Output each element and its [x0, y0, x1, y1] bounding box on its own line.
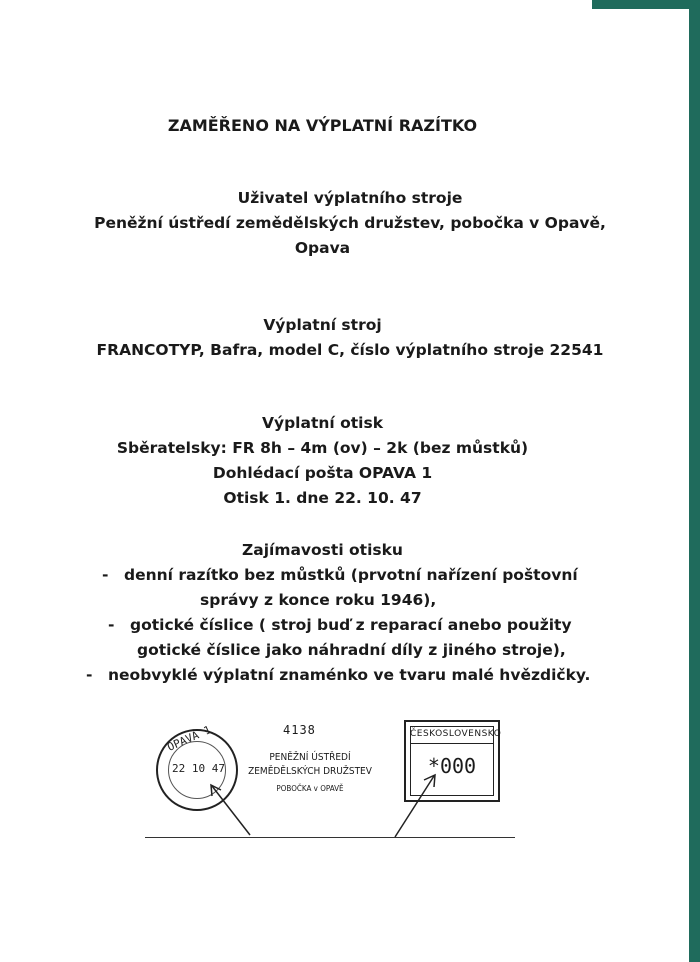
machine-heading: Výplatní stroj — [263, 316, 382, 334]
machine-number: 4138 — [283, 723, 316, 737]
feature-dash-3: - — [86, 666, 93, 684]
feature-2-line-2: gotické číslice jako náhradní díly z jiného stroje), — [137, 641, 566, 659]
page-title: ZAMĚŘENO NA VÝPLATNÍ RAZÍTKO — [167, 116, 478, 135]
postmark-date: 22 10 47 — [172, 762, 225, 775]
advert-line-3: POBOČKA v OPAVĚ — [276, 784, 344, 793]
feature-1-line-1: denní razítko bez můstků (prvotní nařízení poštovní — [124, 566, 578, 584]
postage-value: *000 — [427, 754, 477, 778]
features-heading: Zajímavosti otisku — [242, 541, 403, 559]
imprint-line-3: Otisk 1. dne 22. 10. 47 — [223, 489, 422, 507]
arrow-to-star — [395, 776, 434, 837]
feature-dash-2: - — [108, 616, 115, 634]
feature-2-line-1: gotické číslice ( stroj buď z reparací anebo použity — [130, 616, 572, 634]
feature-3-line-1: neobvyklé výplatní znaménko ve tvaru malé hvězdičky. — [108, 666, 591, 684]
user-line-2: Opava — [294, 239, 351, 257]
postmark-town: OPAVA 1 — [165, 723, 213, 754]
imprint-line-2: Dohlédací pošta OPAVA 1 — [212, 464, 433, 482]
imprint-line-1: Sběratelsky: FR 8h – 4m (ov) – 2k (bez můstků) — [116, 439, 529, 457]
feature-1-line-2: správy z konce roku 1946), — [200, 591, 437, 609]
user-heading: Uživatel výplatního stroje — [237, 189, 463, 207]
advert-line-1: PENĚŽNÍ ÚSTŘEDÍ — [269, 752, 351, 763]
arrow-to-postmark-date — [212, 786, 250, 835]
advert-line-2: ZEMĚDĚLSKÝCH DRUŽSTEV — [248, 766, 372, 777]
country-label: ČESKOSLOVENSKO — [410, 726, 494, 744]
imprint-heading: Výplatní otisk — [261, 414, 384, 432]
machine-line-1: FRANCOTYP, Bafra, model C, číslo výplatního stroje 22541 — [96, 341, 604, 359]
user-line-1: Peněžní ústředí zemědělských družstev, pobočka v Opavě, — [94, 214, 606, 232]
feature-dash-1: - — [102, 566, 109, 584]
